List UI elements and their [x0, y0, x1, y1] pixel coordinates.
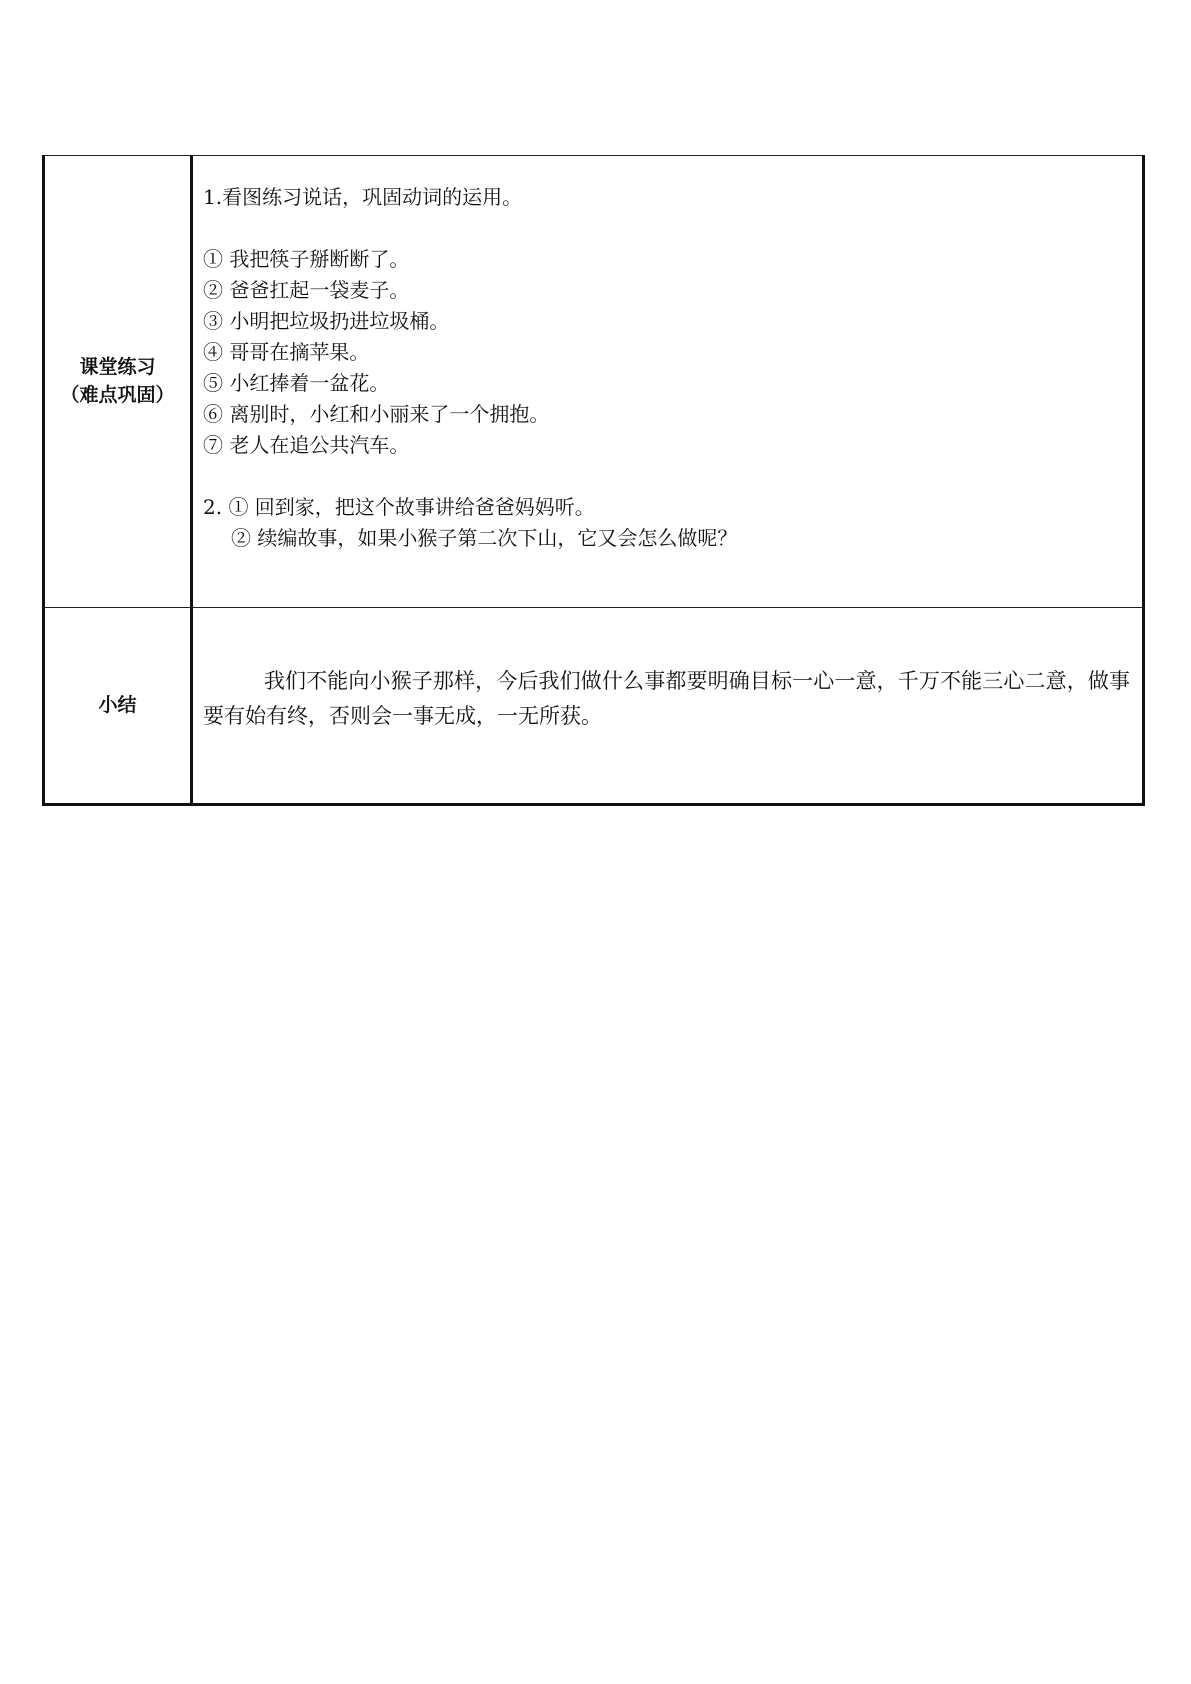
- summary-row: [44, 608, 1144, 805]
- exercise-item-5: ⑤ 小红捧着一盆花。: [203, 371, 390, 395]
- question-2-line-1: 2. ① 回到家，把这个故事讲给爸爸妈妈听。: [203, 495, 595, 519]
- practice-row: [44, 156, 1144, 608]
- practice-label-line2: （难点巩固）: [60, 383, 175, 406]
- question-1-title: 1.看图练习说话，巩固动词的运用。: [203, 185, 523, 209]
- spacer: [203, 461, 1132, 492]
- practice-label-line1: 课堂练习: [79, 355, 156, 378]
- summary-label: 小结: [98, 693, 137, 716]
- exercise-item-4: ④ 哥哥在摘苹果。: [203, 340, 370, 364]
- summary-label-cell: [44, 608, 192, 805]
- exercise-item-3: ③ 小明把垃圾扔进垃圾桶。: [203, 309, 450, 333]
- exercise-item-7: ⑦ 老人在追公共汽车。: [203, 433, 410, 457]
- exercise-item-2: ② 爸爸扛起一袋麦子。: [203, 278, 410, 302]
- exercise-item-1: ① 我把筷子掰断断了。: [203, 247, 410, 271]
- exercise-item-6: ⑥ 离别时，小红和小丽来了一个拥抱。: [203, 402, 550, 426]
- lesson-plan-table: [42, 155, 1145, 806]
- summary-content-cell: [192, 608, 1144, 805]
- spacer: [203, 213, 1132, 244]
- practice-label-cell: [44, 156, 192, 608]
- question-2-line-2: ② 续编故事，如果小猴子第二次下山，它又会怎么做呢？: [231, 526, 738, 550]
- summary-text: 我们不能向小猴子那样，今后我们做什么事都要明确目标一心一意，千万不能三心二意，做事要有始有终，否则会一事无成，一无所获。: [203, 669, 1130, 728]
- practice-content-cell: [192, 156, 1144, 608]
